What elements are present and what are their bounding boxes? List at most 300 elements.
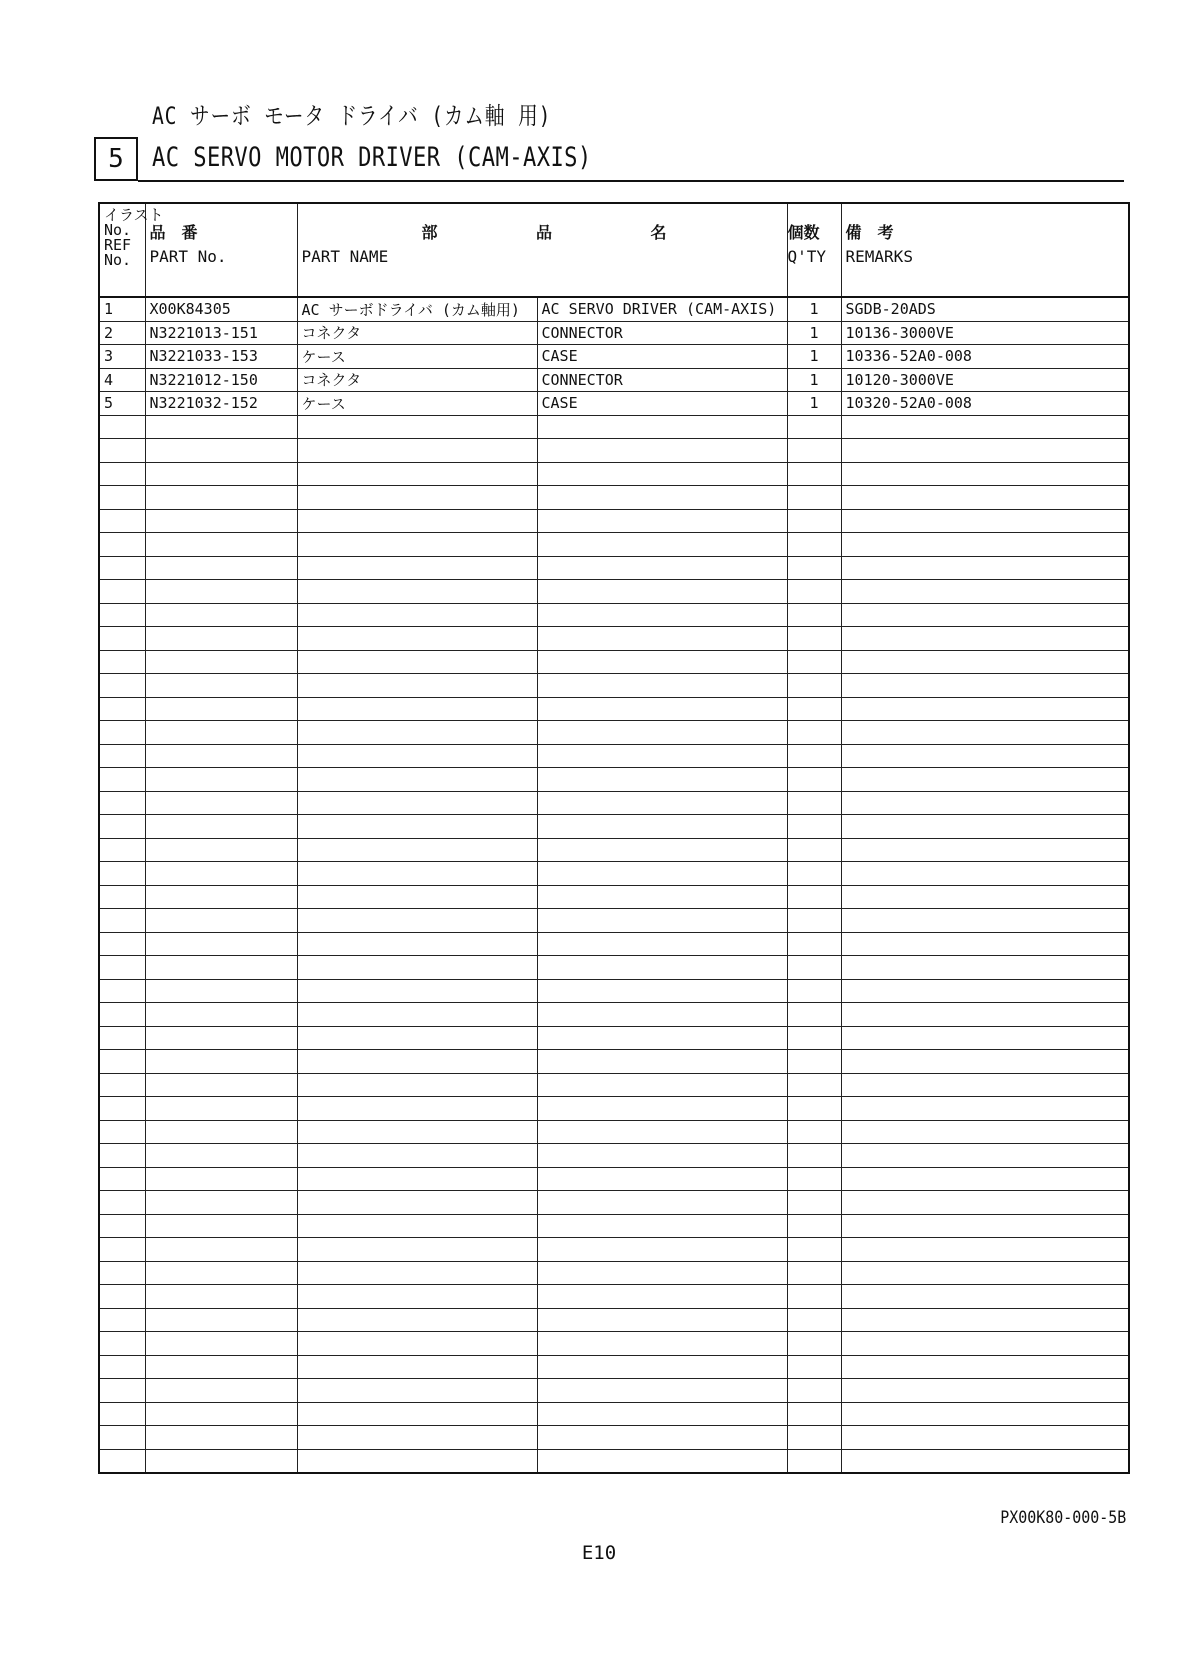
part-name-en-cell (537, 768, 787, 792)
remarks-cell (841, 1191, 1129, 1215)
part-name-header-jp-1: 部 (421, 223, 438, 242)
ref-cell (99, 1332, 145, 1356)
remarks-cell (841, 1167, 1129, 1191)
quantity-cell (787, 1120, 841, 1144)
part-name-jp-cell: コネクタ (297, 321, 537, 345)
part-name-en-cell (537, 603, 787, 627)
ref-cell (99, 791, 145, 815)
part-number-cell: N3221012-150 (145, 368, 297, 392)
part-name-jp-cell (297, 650, 537, 674)
quantity-cell (787, 1003, 841, 1027)
remarks-cell (841, 627, 1129, 651)
part-name-jp-cell (297, 1449, 537, 1473)
remarks-cell (841, 1332, 1129, 1356)
part-number-cell (145, 627, 297, 651)
part-name-jp-cell (297, 1191, 537, 1215)
empty-table-row (99, 1026, 1129, 1050)
part-number-cell (145, 509, 297, 533)
part-name-jp-cell (297, 1144, 537, 1168)
empty-table-row (99, 909, 1129, 933)
part-name-en-cell (537, 815, 787, 839)
part-name-en-cell: CASE (537, 345, 787, 369)
part-name-en-cell (537, 1261, 787, 1285)
remarks-cell (841, 439, 1129, 463)
part-number-header (145, 203, 297, 297)
parts-list-table-wrapper (98, 202, 1130, 1474)
ref-cell (99, 1449, 145, 1473)
part-number-cell (145, 1449, 297, 1473)
part-name-en-cell (537, 1285, 787, 1309)
part-number-cell (145, 580, 297, 604)
part-name-en-cell (537, 1026, 787, 1050)
quantity-cell (787, 1144, 841, 1168)
parts-list-table (98, 202, 1130, 1474)
ref-cell (99, 603, 145, 627)
quantity-cell (787, 1261, 841, 1285)
remarks-cell (841, 1144, 1129, 1168)
remarks-cell (841, 1097, 1129, 1121)
part-name-jp-cell (297, 1003, 537, 1027)
empty-table-row (99, 1285, 1129, 1309)
part-name-jp-cell: コネクタ (297, 368, 537, 392)
part-name-jp-cell (297, 674, 537, 698)
part-name-jp-cell (297, 791, 537, 815)
part-name-en-cell (537, 1426, 787, 1450)
quantity-cell: 1 (787, 368, 841, 392)
table-row (99, 368, 1129, 392)
ref-cell (99, 580, 145, 604)
quantity-cell (787, 580, 841, 604)
part-name-en-cell (537, 1073, 787, 1097)
part-number-cell (145, 932, 297, 956)
ref-header-jp: イラスト (104, 206, 164, 224)
part-name-en-cell (537, 415, 787, 439)
empty-table-row (99, 1308, 1129, 1332)
ref-cell (99, 1167, 145, 1191)
quantity-cell (787, 979, 841, 1003)
part-number-cell (145, 1214, 297, 1238)
quantity-cell (787, 768, 841, 792)
ref-cell (99, 979, 145, 1003)
empty-table-row (99, 744, 1129, 768)
empty-table-row (99, 1097, 1129, 1121)
part-number-cell (145, 674, 297, 698)
part-name-en-cell (537, 1308, 787, 1332)
ref-cell (99, 956, 145, 980)
ref-cell (99, 1003, 145, 1027)
empty-table-row (99, 603, 1129, 627)
ref-cell (99, 768, 145, 792)
part-number-cell: X00K84305 (145, 297, 297, 321)
part-name-en-cell (537, 533, 787, 557)
remarks-cell (841, 603, 1129, 627)
quantity-cell (787, 509, 841, 533)
ref-cell (99, 1144, 145, 1168)
remarks-cell (841, 838, 1129, 862)
part-name-jp-cell (297, 439, 537, 463)
part-number-cell (145, 768, 297, 792)
remarks-cell (841, 580, 1129, 604)
quantity-cell (787, 1308, 841, 1332)
quantity-header (787, 203, 841, 297)
remarks-cell (841, 909, 1129, 933)
part-name-jp-cell (297, 1261, 537, 1285)
quantity-cell (787, 1426, 841, 1450)
quantity-cell (787, 1214, 841, 1238)
quantity-cell (787, 1073, 841, 1097)
empty-table-row (99, 1167, 1129, 1191)
ref-cell (99, 1073, 145, 1097)
quantity-cell (787, 603, 841, 627)
part-number-cell (145, 1003, 297, 1027)
part-name-en-cell (537, 509, 787, 533)
remarks-cell (841, 744, 1129, 768)
empty-table-row (99, 791, 1129, 815)
part-name-en-cell (537, 697, 787, 721)
part-name-jp-cell (297, 1355, 537, 1379)
part-name-jp-cell (297, 1285, 537, 1309)
ref-cell (99, 838, 145, 862)
part-number-cell (145, 721, 297, 745)
part-name-jp-cell (297, 1332, 537, 1356)
part-name-jp-cell (297, 1308, 537, 1332)
part-number-cell (145, 744, 297, 768)
quantity-cell (787, 650, 841, 674)
part-number-cell: N3221033-153 (145, 345, 297, 369)
part-number-cell (145, 1073, 297, 1097)
empty-table-row (99, 674, 1129, 698)
ref-cell (99, 909, 145, 933)
part-name-jp-cell (297, 556, 537, 580)
part-name-en-cell (537, 486, 787, 510)
part-name-en-cell (537, 439, 787, 463)
remarks-cell (841, 697, 1129, 721)
remarks-cell: 10136-3000VE (841, 321, 1129, 345)
part-name-en-cell: CONNECTOR (537, 321, 787, 345)
empty-table-row (99, 1050, 1129, 1074)
document-title-english: AC SERVO MOTOR DRIVER (CAM-AXIS) (152, 142, 592, 173)
part-number-cell (145, 415, 297, 439)
part-name-jp-cell (297, 627, 537, 651)
part-name-en-cell (537, 1003, 787, 1027)
empty-table-row (99, 486, 1129, 510)
remarks-cell (841, 815, 1129, 839)
quantity-cell (787, 744, 841, 768)
empty-table-row (99, 979, 1129, 1003)
section-number-box: 5 (94, 137, 138, 181)
part-name-jp-cell (297, 744, 537, 768)
part-name-jp-cell (297, 862, 537, 886)
empty-table-row (99, 439, 1129, 463)
quantity-cell (787, 486, 841, 510)
remarks-cell (841, 1073, 1129, 1097)
empty-table-row (99, 815, 1129, 839)
remarks-cell (841, 1050, 1129, 1074)
part-number-cell (145, 697, 297, 721)
quantity-header-en: Q'TY (787, 247, 827, 266)
part-name-jp-cell (297, 1214, 537, 1238)
table-row (99, 321, 1129, 345)
ref-cell (99, 1379, 145, 1403)
remarks-cell (841, 862, 1129, 886)
remarks-cell (841, 674, 1129, 698)
part-number-cell (145, 1261, 297, 1285)
empty-table-row (99, 838, 1129, 862)
part-name-en-cell (537, 1402, 787, 1426)
ref-cell (99, 486, 145, 510)
ref-cell (99, 815, 145, 839)
part-number-cell (145, 838, 297, 862)
part-name-en-cell (537, 650, 787, 674)
part-name-jp-cell (297, 768, 537, 792)
part-name-jp-cell (297, 1379, 537, 1403)
part-name-jp-cell (297, 1167, 537, 1191)
part-name-jp-cell (297, 580, 537, 604)
ref-cell (99, 556, 145, 580)
part-name-en-cell (537, 462, 787, 486)
quantity-cell (787, 791, 841, 815)
part-name-jp-cell: ケース (297, 392, 537, 416)
ref-cell (99, 721, 145, 745)
empty-table-row (99, 1355, 1129, 1379)
empty-table-row (99, 697, 1129, 721)
remarks-header-jp: 備 考 (845, 223, 894, 242)
empty-table-row (99, 509, 1129, 533)
quantity-cell (787, 415, 841, 439)
ref-cell (99, 533, 145, 557)
part-name-jp-cell (297, 486, 537, 510)
part-number-cell (145, 1308, 297, 1332)
remarks-cell (841, 462, 1129, 486)
empty-table-row (99, 1379, 1129, 1403)
part-number-cell (145, 1050, 297, 1074)
quantity-cell (787, 1097, 841, 1121)
remarks-cell (841, 1026, 1129, 1050)
part-name-en-cell: AC SERVO DRIVER (CAM-AXIS) (537, 297, 787, 321)
ref-cell (99, 1238, 145, 1262)
part-name-jp-cell (297, 1238, 537, 1262)
ref-cell (99, 1355, 145, 1379)
part-number-cell (145, 1379, 297, 1403)
part-name-jp-cell: ケース (297, 345, 537, 369)
part-name-jp-cell (297, 815, 537, 839)
part-name-jp-cell (297, 956, 537, 980)
remarks-cell (841, 1379, 1129, 1403)
part-name-en-cell (537, 744, 787, 768)
part-number-cell (145, 439, 297, 463)
remarks-cell (841, 1426, 1129, 1450)
remarks-cell (841, 415, 1129, 439)
remarks-cell (841, 1238, 1129, 1262)
part-name-en-cell (537, 721, 787, 745)
part-number-cell: N3221032-152 (145, 392, 297, 416)
document-code: PX00K80-000-5B (999, 1508, 1126, 1528)
ref-cell: 3 (99, 345, 145, 369)
part-name-en-cell (537, 979, 787, 1003)
empty-table-row (99, 650, 1129, 674)
quantity-cell (787, 1332, 841, 1356)
part-name-en-cell (537, 580, 787, 604)
part-name-jp-cell (297, 462, 537, 486)
empty-table-row (99, 1426, 1129, 1450)
empty-table-row (99, 462, 1129, 486)
part-number-cell (145, 1120, 297, 1144)
empty-table-row (99, 556, 1129, 580)
part-number-cell: N3221013-151 (145, 321, 297, 345)
empty-table-row (99, 627, 1129, 651)
ref-cell (99, 1261, 145, 1285)
part-number-header-en: PART No. (149, 247, 227, 266)
page-number: E10 (581, 1542, 617, 1564)
ref-cell (99, 1026, 145, 1050)
remarks-cell (841, 509, 1129, 533)
ref-cell (99, 650, 145, 674)
empty-table-row (99, 1238, 1129, 1262)
part-number-cell (145, 1191, 297, 1215)
part-number-cell (145, 1026, 297, 1050)
empty-table-row (99, 1449, 1129, 1473)
ref-cell (99, 1426, 145, 1450)
empty-table-row (99, 932, 1129, 956)
ref-cell (99, 674, 145, 698)
remarks-cell (841, 533, 1129, 557)
part-name-jp-cell (297, 1097, 537, 1121)
table-row (99, 297, 1129, 321)
part-name-en-cell (537, 1355, 787, 1379)
remarks-cell (841, 932, 1129, 956)
part-name-en-cell (537, 674, 787, 698)
empty-table-row (99, 1003, 1129, 1027)
ref-cell (99, 415, 145, 439)
ref-cell (99, 697, 145, 721)
part-name-header (297, 203, 787, 297)
ref-cell (99, 1214, 145, 1238)
part-name-jp-cell (297, 838, 537, 862)
part-name-en-cell (537, 838, 787, 862)
part-number-cell (145, 979, 297, 1003)
ref-cell (99, 862, 145, 886)
part-name-en-cell (537, 1449, 787, 1473)
ref-cell (99, 1402, 145, 1426)
part-name-jp-cell (297, 721, 537, 745)
ref-cell (99, 462, 145, 486)
quantity-cell (787, 627, 841, 651)
part-name-header-jp-2: 品 (536, 223, 553, 242)
part-number-cell (145, 1332, 297, 1356)
ref-cell (99, 885, 145, 909)
part-number-cell (145, 603, 297, 627)
title-underline (138, 180, 1124, 182)
remarks-cell (841, 791, 1129, 815)
quantity-cell (787, 556, 841, 580)
part-number-header-jp: 品 番 (149, 223, 198, 242)
part-number-cell (145, 815, 297, 839)
table-header-row (99, 203, 1129, 297)
quantity-cell (787, 462, 841, 486)
quantity-cell: 1 (787, 297, 841, 321)
empty-table-row (99, 1120, 1129, 1144)
part-name-jp-cell (297, 415, 537, 439)
part-name-en-cell (537, 791, 787, 815)
remarks-cell: 10336-52A0-008 (841, 345, 1129, 369)
ref-number-header (99, 203, 164, 297)
remarks-cell (841, 486, 1129, 510)
part-number-cell (145, 791, 297, 815)
part-name-en-cell (537, 1332, 787, 1356)
part-name-jp-cell (297, 1402, 537, 1426)
remarks-cell (841, 1285, 1129, 1309)
part-name-en-cell (537, 556, 787, 580)
remarks-cell (841, 721, 1129, 745)
part-number-cell (145, 1097, 297, 1121)
quantity-cell: 1 (787, 321, 841, 345)
part-name-header-jp-3: 名 (650, 223, 667, 242)
part-number-cell (145, 1426, 297, 1450)
part-name-jp-cell (297, 1050, 537, 1074)
quantity-cell (787, 1026, 841, 1050)
quantity-cell (787, 1379, 841, 1403)
remarks-cell (841, 1120, 1129, 1144)
part-name-en-cell (537, 1379, 787, 1403)
quantity-cell (787, 862, 841, 886)
remarks-cell: SGDB-20ADS (841, 297, 1129, 321)
part-name-jp-cell (297, 603, 537, 627)
empty-table-row (99, 580, 1129, 604)
empty-table-row (99, 1144, 1129, 1168)
part-name-jp-cell (297, 885, 537, 909)
quantity-cell (787, 1355, 841, 1379)
ref-cell (99, 744, 145, 768)
quantity-cell (787, 1285, 841, 1309)
quantity-cell (787, 1167, 841, 1191)
empty-table-row (99, 415, 1129, 439)
remarks-cell (841, 1402, 1129, 1426)
table-row (99, 345, 1129, 369)
remarks-cell (841, 1003, 1129, 1027)
empty-table-row (99, 1214, 1129, 1238)
quantity-cell: 1 (787, 392, 841, 416)
empty-table-row (99, 885, 1129, 909)
ref-cell (99, 509, 145, 533)
empty-table-row (99, 768, 1129, 792)
quantity-cell (787, 674, 841, 698)
part-number-cell (145, 486, 297, 510)
quantity-cell (787, 815, 841, 839)
part-name-en-cell (537, 885, 787, 909)
part-name-jp-cell (297, 533, 537, 557)
part-number-cell (145, 1167, 297, 1191)
part-number-cell (145, 862, 297, 886)
ref-cell (99, 932, 145, 956)
ref-cell (99, 1097, 145, 1121)
remarks-cell (841, 885, 1129, 909)
empty-table-row (99, 1073, 1129, 1097)
ref-header-en-3: No. (104, 251, 132, 269)
part-number-cell (145, 1285, 297, 1309)
empty-table-row (99, 862, 1129, 886)
remarks-cell: 10320-52A0-008 (841, 392, 1129, 416)
part-name-en-cell (537, 1097, 787, 1121)
part-number-cell (145, 556, 297, 580)
ref-cell: 5 (99, 392, 145, 416)
part-name-en-cell (537, 932, 787, 956)
ref-cell (99, 1191, 145, 1215)
remarks-header-en: REMARKS (845, 247, 913, 266)
quantity-cell (787, 909, 841, 933)
part-name-jp-cell (297, 1026, 537, 1050)
part-name-jp-cell: AC サーボドライバ (カム軸用) (297, 297, 537, 321)
empty-table-row (99, 1402, 1129, 1426)
